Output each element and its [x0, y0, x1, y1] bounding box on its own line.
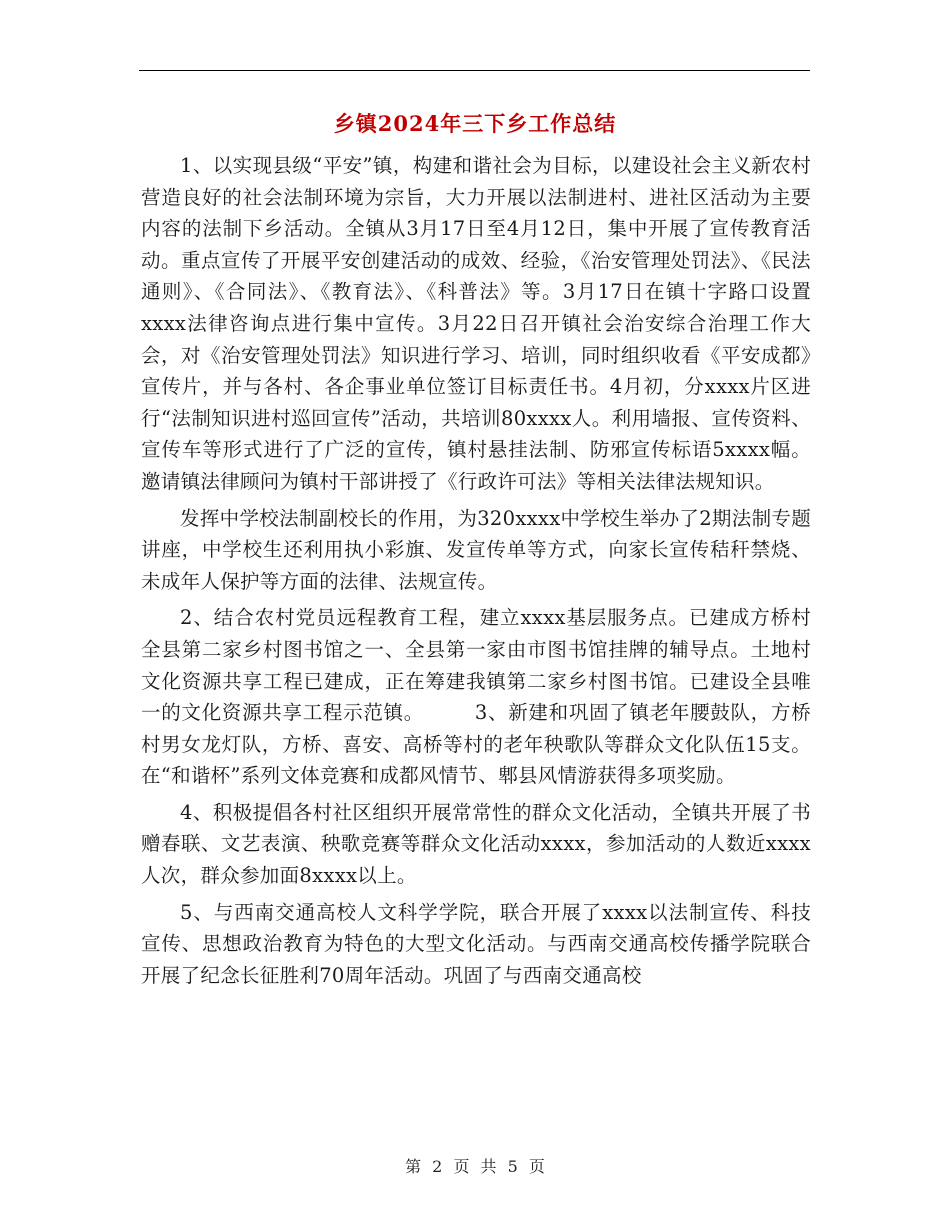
paragraph: 2、结合农村党员远程教育工程，建立xxxx基层服务点。已建成方桥村全县第二家乡村图书馆之一、全县第一家由市图书馆挂牌的辅导点。土地村文化资源共享工程已建成，正在筹建我镇第二家乡村图书馆。已建设全县唯一的文化资源共享工程示范镇。 3、新建和巩固了镇老年腰鼓队，方桥村男女龙灯队，方桥、喜安、高桥等村的老年秧歌队等群众文化队伍15支。在“和谐杯”系列文体竞赛和成都风情节、郫县风情游获得多项奖励。: [141, 606, 811, 788]
document-title: 乡镇2024年三下乡工作总结: [333, 111, 617, 136]
header-rule: [139, 70, 810, 71]
paragraph: 5、与西南交通高校人文科学学院，联合开展了xxxx以法制宣传、科技宣传、思想政治教育为特色的大型文化活动。与西南交通高校传播学院联合开展了纪念长征胜利70周年活动。巩固了与西南交通高校: [141, 900, 811, 987]
paragraph: 4、积极提倡各村社区组织开展常常性的群众文化活动，全镇共开展了书赠春联、文艺表演、秧歌竞赛等群众文化活动xxxx，参加活动的人数近xxxx人次，群众参加面8xxxx以上。: [141, 800, 811, 888]
paragraph: 1、以实现县级“平安”镇，构建和谐社会为目标，以建设社会主义新农村营造良好的社会法制环境为宗旨，大力开展以法制进村、进社区活动为主要内容的法制下乡活动。全镇从3月17日至4月12日，集中开展了宣传教育活动。重点宣传了开展平安创建活动的成效、经验，《治安管理处罚法》、《民法通则》、《合同法》、《教育法》、《科普法》等。3月17日在镇十字路口设置xxxx法律咨询点进行集中宣传。3月22日召开镇社会治安综合治理工作大会，对《治安管理处罚法》知识进行学习、培训，同时组织收看《平安成都》宣传片，并与各村、各企事业单位签订目标责任书。4月初，分xxxx片区进行“法制知识进村巡回宣传”活动，共培训80xxxx人。利用墙报、宣传资料、宣传车等形式进行了广泛的宣传，镇村悬挂法制、防邪宣传标语5xxxx幅。邀请镇法律顾问为镇村干部讲授了《行政许可法》等相关法律法规知识。: [141, 154, 811, 493]
paragraph: 发挥中学校法制副校长的作用，为320xxxx中学校生举办了2期法制专题讲座，中学校生还利用执小彩旗、发宣传单等方式，向家长宣传秸秆禁烧、未成年人保护等方面的法律、法规宣传。: [141, 506, 811, 593]
document-body: [141, 150, 811, 991]
page-number-footer: 第 2 页 共 5 页: [405, 1157, 545, 1176]
